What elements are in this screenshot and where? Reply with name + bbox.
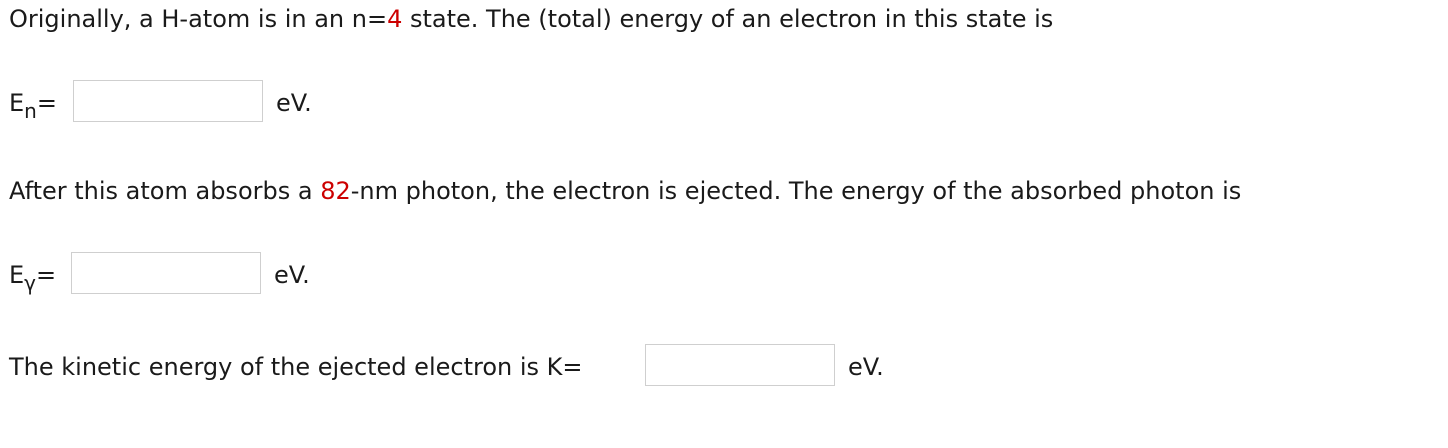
- question-3-text: The kinetic energy of the ejected electron is K=: [9, 353, 583, 381]
- question-2-prefix: After this atom absorbs a: [9, 177, 321, 205]
- question-2-suffix: -nm photon, the electron is ejected. The energy of the absorbed photon is: [350, 177, 1242, 205]
- photon-energy-input[interactable]: [71, 252, 261, 294]
- photon-energy-symbol: E: [9, 261, 25, 289]
- kinetic-energy-input[interactable]: [645, 344, 835, 386]
- question-1-prefix: Originally, a H-atom is in an n=: [9, 5, 388, 33]
- question-1-suffix: state. The (total) energy of an electron in this state is: [402, 5, 1054, 33]
- question-1-text: [9, 7, 1053, 31]
- kinetic-energy-unit: eV.: [848, 353, 884, 381]
- question-2-text: [9, 179, 1241, 203]
- energy-n-subscript: n: [24, 99, 37, 123]
- energy-n-symbol: E: [9, 89, 25, 117]
- energy-n-unit: eV.: [276, 89, 312, 117]
- energy-n-input[interactable]: [73, 80, 263, 122]
- photon-energy-subscript: γ: [24, 271, 37, 295]
- wavelength-value: 82: [320, 177, 351, 205]
- photon-energy-label: [9, 261, 57, 295]
- energy-n-equals: =: [36, 89, 57, 117]
- n-value: 4: [387, 5, 403, 33]
- photon-energy-equals: =: [36, 261, 57, 289]
- energy-n-label: [9, 89, 57, 123]
- photon-energy-unit: eV.: [274, 261, 310, 289]
